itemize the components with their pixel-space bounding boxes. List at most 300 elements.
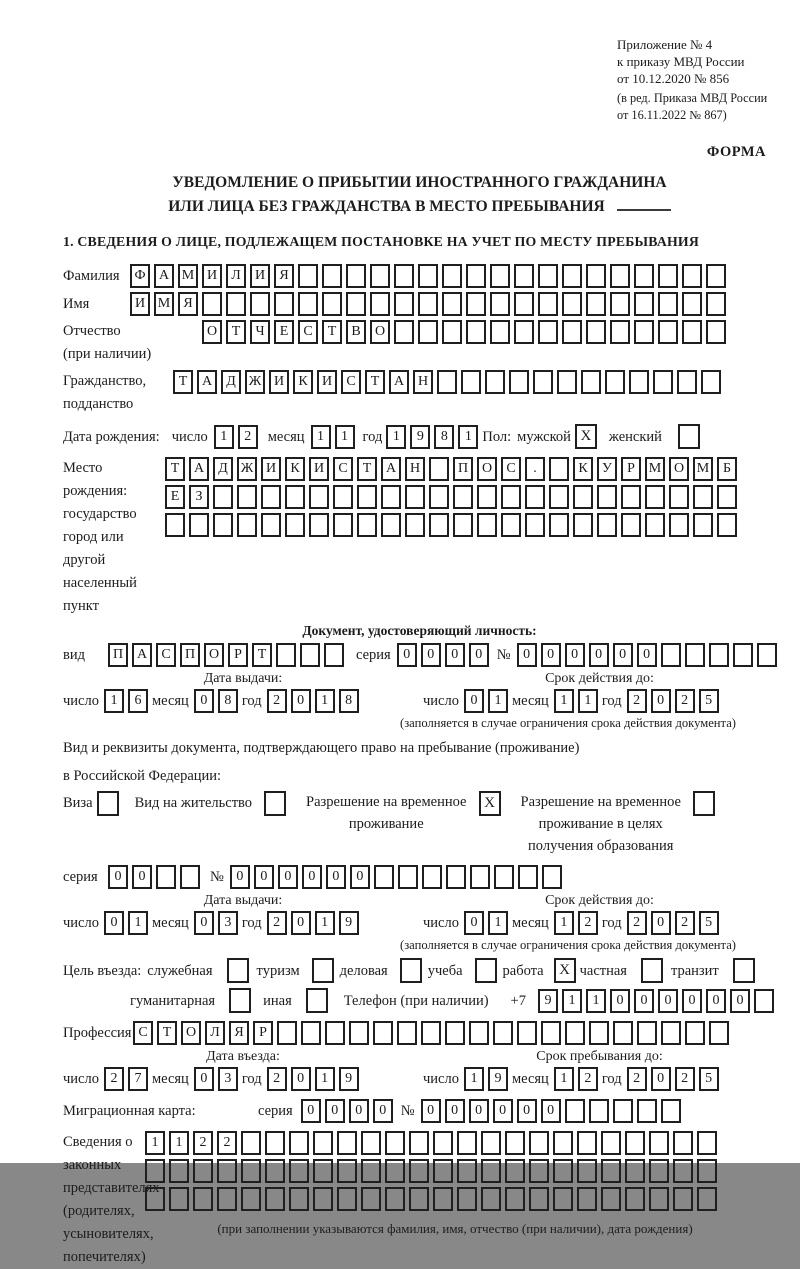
char-cell[interactable] (669, 513, 689, 537)
residence-permit-checkbox[interactable] (264, 791, 286, 816)
char-cell[interactable]: Б (717, 457, 737, 481)
char-cell[interactable] (658, 292, 678, 316)
purpose-transit-checkbox[interactable] (733, 958, 755, 983)
char-cell[interactable] (322, 264, 342, 288)
char-cell[interactable]: П (453, 457, 473, 481)
char-cell[interactable] (658, 320, 678, 344)
char-cell[interactable] (477, 485, 497, 509)
char-cell[interactable] (610, 320, 630, 344)
char-cell[interactable] (409, 1159, 429, 1183)
char-cell[interactable] (277, 1021, 297, 1045)
char-cell[interactable]: О (669, 457, 689, 481)
char-cell[interactable] (169, 1159, 189, 1183)
char-cell[interactable] (300, 643, 320, 667)
char-cell[interactable] (525, 513, 545, 537)
char-cell[interactable]: 1 (214, 425, 234, 449)
char-cell[interactable] (701, 370, 721, 394)
char-cell[interactable] (189, 513, 209, 537)
char-cell[interactable]: 2 (627, 1067, 647, 1091)
char-cell[interactable] (457, 1159, 477, 1183)
char-cell[interactable]: С (156, 643, 176, 667)
char-cell[interactable]: 8 (339, 689, 359, 713)
char-cell[interactable]: 0 (565, 643, 585, 667)
char-cell[interactable]: 0 (291, 1067, 311, 1091)
char-cell[interactable] (673, 1187, 693, 1211)
char-cell[interactable]: 9 (339, 911, 359, 935)
char-cell[interactable]: 1 (386, 425, 406, 449)
char-cell[interactable] (422, 865, 442, 889)
char-cell[interactable]: 0 (730, 989, 750, 1013)
char-cell[interactable] (398, 865, 418, 889)
char-cell[interactable]: О (181, 1021, 201, 1045)
char-cell[interactable] (733, 643, 753, 667)
char-cell[interactable]: Я (274, 264, 294, 288)
char-cell[interactable] (313, 1131, 333, 1155)
char-cell[interactable] (682, 292, 702, 316)
char-cell[interactable] (637, 1099, 657, 1123)
char-cell[interactable] (717, 513, 737, 537)
char-cell[interactable]: 5 (699, 911, 719, 935)
char-cell[interactable] (265, 1131, 285, 1155)
char-cell[interactable]: 0 (541, 1099, 561, 1123)
char-cell[interactable] (490, 264, 510, 288)
char-cell[interactable]: 0 (637, 643, 657, 667)
char-cell[interactable] (466, 292, 486, 316)
char-cell[interactable] (237, 513, 257, 537)
char-cell[interactable] (597, 485, 617, 509)
char-cell[interactable] (717, 485, 737, 509)
char-cell[interactable] (429, 485, 449, 509)
char-cell[interactable]: Т (357, 457, 377, 481)
char-cell[interactable] (621, 485, 641, 509)
char-cell[interactable]: С (501, 457, 521, 481)
char-cell[interactable] (437, 370, 457, 394)
char-cell[interactable]: М (154, 292, 174, 316)
char-cell[interactable]: 1 (335, 425, 355, 449)
edu-permit-checkbox[interactable] (693, 791, 715, 816)
char-cell[interactable]: 0 (610, 989, 630, 1013)
char-cell[interactable] (601, 1187, 621, 1211)
char-cell[interactable] (514, 264, 534, 288)
char-cell[interactable] (397, 1021, 417, 1045)
purpose-work-checkbox[interactable]: X (554, 958, 576, 983)
char-cell[interactable] (514, 292, 534, 316)
char-cell[interactable] (453, 485, 473, 509)
char-cell[interactable] (394, 292, 414, 316)
char-cell[interactable] (405, 485, 425, 509)
char-cell[interactable]: 6 (128, 689, 148, 713)
char-cell[interactable] (193, 1159, 213, 1183)
char-cell[interactable] (442, 264, 462, 288)
char-cell[interactable] (577, 1187, 597, 1211)
char-cell[interactable] (697, 1159, 717, 1183)
char-cell[interactable] (565, 1021, 585, 1045)
char-cell[interactable]: Л (226, 264, 246, 288)
char-cell[interactable] (577, 1159, 597, 1183)
char-cell[interactable]: 0 (421, 1099, 441, 1123)
char-cell[interactable] (409, 1187, 429, 1211)
char-cell[interactable]: 5 (699, 1067, 719, 1091)
char-cell[interactable] (180, 865, 200, 889)
char-cell[interactable]: С (133, 1021, 153, 1045)
char-cell[interactable]: 9 (538, 989, 558, 1013)
char-cell[interactable]: 1 (488, 911, 508, 935)
char-cell[interactable] (661, 643, 681, 667)
char-cell[interactable]: 0 (651, 689, 671, 713)
char-cell[interactable] (165, 513, 185, 537)
char-cell[interactable]: 0 (326, 865, 346, 889)
char-cell[interactable] (433, 1131, 453, 1155)
char-cell[interactable] (442, 320, 462, 344)
char-cell[interactable] (661, 1099, 681, 1123)
char-cell[interactable] (156, 865, 176, 889)
char-cell[interactable] (605, 370, 625, 394)
char-cell[interactable] (298, 292, 318, 316)
sex-female-checkbox[interactable] (678, 424, 700, 449)
char-cell[interactable] (418, 264, 438, 288)
char-cell[interactable]: З (189, 485, 209, 509)
char-cell[interactable] (346, 264, 366, 288)
char-cell[interactable]: 5 (699, 689, 719, 713)
char-cell[interactable] (485, 370, 505, 394)
char-cell[interactable] (581, 370, 601, 394)
char-cell[interactable] (385, 1131, 405, 1155)
char-cell[interactable] (429, 457, 449, 481)
char-cell[interactable]: Н (405, 457, 425, 481)
sex-male-checkbox[interactable]: X (575, 424, 597, 449)
char-cell[interactable] (470, 865, 490, 889)
char-cell[interactable] (706, 292, 726, 316)
char-cell[interactable] (538, 320, 558, 344)
char-cell[interactable] (490, 292, 510, 316)
char-cell[interactable]: И (309, 457, 329, 481)
char-cell[interactable] (757, 643, 777, 667)
char-cell[interactable] (453, 513, 473, 537)
char-cell[interactable] (322, 292, 342, 316)
char-cell[interactable] (538, 292, 558, 316)
char-cell[interactable]: 2 (578, 1067, 598, 1091)
char-cell[interactable] (213, 485, 233, 509)
char-cell[interactable] (637, 1021, 657, 1045)
char-cell[interactable]: 7 (128, 1067, 148, 1091)
char-cell[interactable] (217, 1187, 237, 1211)
char-cell[interactable] (625, 1159, 645, 1183)
char-cell[interactable]: Т (252, 643, 272, 667)
char-cell[interactable]: Я (178, 292, 198, 316)
char-cell[interactable] (333, 513, 353, 537)
char-cell[interactable]: С (341, 370, 361, 394)
char-cell[interactable] (649, 1159, 669, 1183)
char-cell[interactable]: Ж (237, 457, 257, 481)
char-cell[interactable]: М (178, 264, 198, 288)
char-cell[interactable] (394, 320, 414, 344)
char-cell[interactable]: 0 (421, 643, 441, 667)
char-cell[interactable] (357, 485, 377, 509)
char-cell[interactable] (457, 1131, 477, 1155)
char-cell[interactable]: 0 (373, 1099, 393, 1123)
char-cell[interactable] (542, 865, 562, 889)
char-cell[interactable] (361, 1131, 381, 1155)
char-cell[interactable] (562, 292, 582, 316)
char-cell[interactable] (621, 513, 641, 537)
char-cell[interactable] (685, 1021, 705, 1045)
char-cell[interactable]: И (250, 264, 270, 288)
char-cell[interactable]: 0 (194, 689, 214, 713)
char-cell[interactable]: Т (173, 370, 193, 394)
char-cell[interactable]: 0 (469, 643, 489, 667)
char-cell[interactable]: 0 (464, 911, 484, 935)
char-cell[interactable]: О (202, 320, 222, 344)
char-cell[interactable]: 2 (267, 689, 287, 713)
char-cell[interactable]: Т (157, 1021, 177, 1045)
char-cell[interactable] (226, 292, 246, 316)
char-cell[interactable]: М (693, 457, 713, 481)
char-cell[interactable]: 1 (315, 911, 335, 935)
char-cell[interactable]: 0 (445, 1099, 465, 1123)
char-cell[interactable]: 1 (554, 911, 574, 935)
char-cell[interactable] (501, 485, 521, 509)
char-cell[interactable]: 0 (493, 1099, 513, 1123)
char-cell[interactable] (549, 457, 569, 481)
char-cell[interactable] (645, 513, 665, 537)
char-cell[interactable]: 2 (193, 1131, 213, 1155)
char-cell[interactable] (549, 485, 569, 509)
char-cell[interactable]: А (389, 370, 409, 394)
char-cell[interactable]: 8 (434, 425, 454, 449)
char-cell[interactable] (505, 1159, 525, 1183)
char-cell[interactable] (250, 292, 270, 316)
char-cell[interactable] (573, 485, 593, 509)
char-cell[interactable] (677, 370, 697, 394)
purpose-tourism-checkbox[interactable] (312, 958, 334, 983)
char-cell[interactable] (418, 292, 438, 316)
char-cell[interactable]: Е (274, 320, 294, 344)
char-cell[interactable] (586, 292, 606, 316)
char-cell[interactable] (754, 989, 774, 1013)
char-cell[interactable] (337, 1187, 357, 1211)
char-cell[interactable] (333, 485, 353, 509)
char-cell[interactable]: 0 (291, 689, 311, 713)
char-cell[interactable] (469, 1021, 489, 1045)
char-cell[interactable]: 1 (488, 689, 508, 713)
char-cell[interactable]: В (346, 320, 366, 344)
char-cell[interactable]: Т (165, 457, 185, 481)
char-cell[interactable] (505, 1131, 525, 1155)
char-cell[interactable] (370, 292, 390, 316)
char-cell[interactable]: 0 (651, 911, 671, 935)
char-cell[interactable]: 0 (291, 911, 311, 935)
char-cell[interactable] (661, 1021, 681, 1045)
char-cell[interactable] (346, 292, 366, 316)
char-cell[interactable] (613, 1021, 633, 1045)
char-cell[interactable]: 0 (230, 865, 250, 889)
char-cell[interactable]: И (261, 457, 281, 481)
char-cell[interactable] (309, 513, 329, 537)
char-cell[interactable] (217, 1159, 237, 1183)
char-cell[interactable]: Ж (245, 370, 265, 394)
char-cell[interactable] (481, 1159, 501, 1183)
purpose-business-checkbox[interactable] (400, 958, 422, 983)
purpose-other-checkbox[interactable] (306, 988, 328, 1013)
char-cell[interactable] (357, 513, 377, 537)
char-cell[interactable] (685, 643, 705, 667)
char-cell[interactable]: 0 (104, 911, 124, 935)
char-cell[interactable] (446, 865, 466, 889)
char-cell[interactable]: 2 (238, 425, 258, 449)
char-cell[interactable]: 1 (311, 425, 331, 449)
char-cell[interactable] (421, 1021, 441, 1045)
char-cell[interactable] (373, 1021, 393, 1045)
char-cell[interactable]: 0 (517, 643, 537, 667)
char-cell[interactable]: 0 (651, 1067, 671, 1091)
char-cell[interactable] (562, 320, 582, 344)
char-cell[interactable]: К (293, 370, 313, 394)
char-cell[interactable] (145, 1159, 165, 1183)
char-cell[interactable] (313, 1159, 333, 1183)
char-cell[interactable]: О (204, 643, 224, 667)
char-cell[interactable]: 2 (104, 1067, 124, 1091)
char-cell[interactable] (466, 320, 486, 344)
char-cell[interactable] (529, 1159, 549, 1183)
char-cell[interactable] (586, 264, 606, 288)
temp-permit-checkbox[interactable]: X (479, 791, 501, 816)
char-cell[interactable]: 1 (104, 689, 124, 713)
char-cell[interactable] (337, 1131, 357, 1155)
char-cell[interactable] (241, 1131, 261, 1155)
char-cell[interactable] (529, 1131, 549, 1155)
char-cell[interactable] (261, 485, 281, 509)
char-cell[interactable]: 1 (128, 911, 148, 935)
char-cell[interactable]: 2 (627, 689, 647, 713)
char-cell[interactable] (634, 320, 654, 344)
char-cell[interactable] (509, 370, 529, 394)
char-cell[interactable] (385, 1187, 405, 1211)
char-cell[interactable]: 2 (267, 911, 287, 935)
char-cell[interactable] (289, 1187, 309, 1211)
char-cell[interactable] (493, 1021, 513, 1045)
char-cell[interactable]: 1 (315, 1067, 335, 1091)
char-cell[interactable] (577, 1131, 597, 1155)
char-cell[interactable] (597, 513, 617, 537)
char-cell[interactable]: П (108, 643, 128, 667)
char-cell[interactable] (289, 1159, 309, 1183)
char-cell[interactable]: М (645, 457, 665, 481)
char-cell[interactable]: 2 (217, 1131, 237, 1155)
char-cell[interactable]: И (202, 264, 222, 288)
char-cell[interactable]: 0 (634, 989, 654, 1013)
char-cell[interactable]: Д (213, 457, 233, 481)
char-cell[interactable] (514, 320, 534, 344)
char-cell[interactable] (361, 1159, 381, 1183)
char-cell[interactable]: 1 (554, 1067, 574, 1091)
char-cell[interactable]: 2 (578, 911, 598, 935)
char-cell[interactable] (490, 320, 510, 344)
char-cell[interactable] (429, 513, 449, 537)
char-cell[interactable]: Р (253, 1021, 273, 1045)
char-cell[interactable]: 1 (458, 425, 478, 449)
char-cell[interactable] (381, 513, 401, 537)
char-cell[interactable] (274, 292, 294, 316)
char-cell[interactable]: К (573, 457, 593, 481)
char-cell[interactable]: . (525, 457, 545, 481)
char-cell[interactable]: 2 (267, 1067, 287, 1091)
char-cell[interactable]: Н (413, 370, 433, 394)
char-cell[interactable]: 1 (586, 989, 606, 1013)
char-cell[interactable] (653, 370, 673, 394)
char-cell[interactable] (693, 513, 713, 537)
char-cell[interactable] (298, 264, 318, 288)
char-cell[interactable]: 0 (613, 643, 633, 667)
char-cell[interactable] (709, 1021, 729, 1045)
char-cell[interactable] (589, 1099, 609, 1123)
char-cell[interactable] (693, 485, 713, 509)
char-cell[interactable] (494, 865, 514, 889)
char-cell[interactable]: А (132, 643, 152, 667)
char-cell[interactable] (601, 1131, 621, 1155)
char-cell[interactable]: А (197, 370, 217, 394)
char-cell[interactable]: 0 (397, 643, 417, 667)
char-cell[interactable] (634, 264, 654, 288)
purpose-study-checkbox[interactable] (475, 958, 497, 983)
char-cell[interactable]: 1 (169, 1131, 189, 1155)
char-cell[interactable]: Я (229, 1021, 249, 1045)
char-cell[interactable] (313, 1187, 333, 1211)
char-cell[interactable] (481, 1187, 501, 1211)
char-cell[interactable] (541, 1021, 561, 1045)
char-cell[interactable] (565, 1099, 585, 1123)
char-cell[interactable]: Д (221, 370, 241, 394)
char-cell[interactable] (706, 320, 726, 344)
char-cell[interactable] (505, 1187, 525, 1211)
char-cell[interactable]: 3 (218, 1067, 238, 1091)
char-cell[interactable]: С (298, 320, 318, 344)
char-cell[interactable] (261, 513, 281, 537)
char-cell[interactable]: А (381, 457, 401, 481)
char-cell[interactable] (649, 1131, 669, 1155)
char-cell[interactable]: 0 (301, 1099, 321, 1123)
char-cell[interactable]: А (189, 457, 209, 481)
char-cell[interactable]: И (317, 370, 337, 394)
char-cell[interactable] (709, 643, 729, 667)
char-cell[interactable]: 0 (350, 865, 370, 889)
char-cell[interactable] (613, 1099, 633, 1123)
char-cell[interactable] (241, 1159, 261, 1183)
char-cell[interactable] (361, 1187, 381, 1211)
char-cell[interactable]: 0 (254, 865, 274, 889)
char-cell[interactable] (433, 1187, 453, 1211)
char-cell[interactable] (629, 370, 649, 394)
char-cell[interactable]: Е (165, 485, 185, 509)
char-cell[interactable] (325, 1021, 345, 1045)
char-cell[interactable]: 0 (445, 643, 465, 667)
char-cell[interactable]: У (597, 457, 617, 481)
char-cell[interactable] (625, 1131, 645, 1155)
char-cell[interactable] (562, 264, 582, 288)
char-cell[interactable]: 9 (410, 425, 430, 449)
char-cell[interactable] (265, 1159, 285, 1183)
char-cell[interactable]: 0 (682, 989, 702, 1013)
purpose-humanitarian-checkbox[interactable] (229, 988, 251, 1013)
char-cell[interactable]: 2 (675, 689, 695, 713)
char-cell[interactable] (697, 1187, 717, 1211)
char-cell[interactable]: 0 (517, 1099, 537, 1123)
char-cell[interactable] (525, 485, 545, 509)
char-cell[interactable]: 1 (578, 689, 598, 713)
char-cell[interactable] (649, 1187, 669, 1211)
char-cell[interactable]: Ф (130, 264, 150, 288)
char-cell[interactable] (193, 1187, 213, 1211)
char-cell[interactable]: 9 (339, 1067, 359, 1091)
